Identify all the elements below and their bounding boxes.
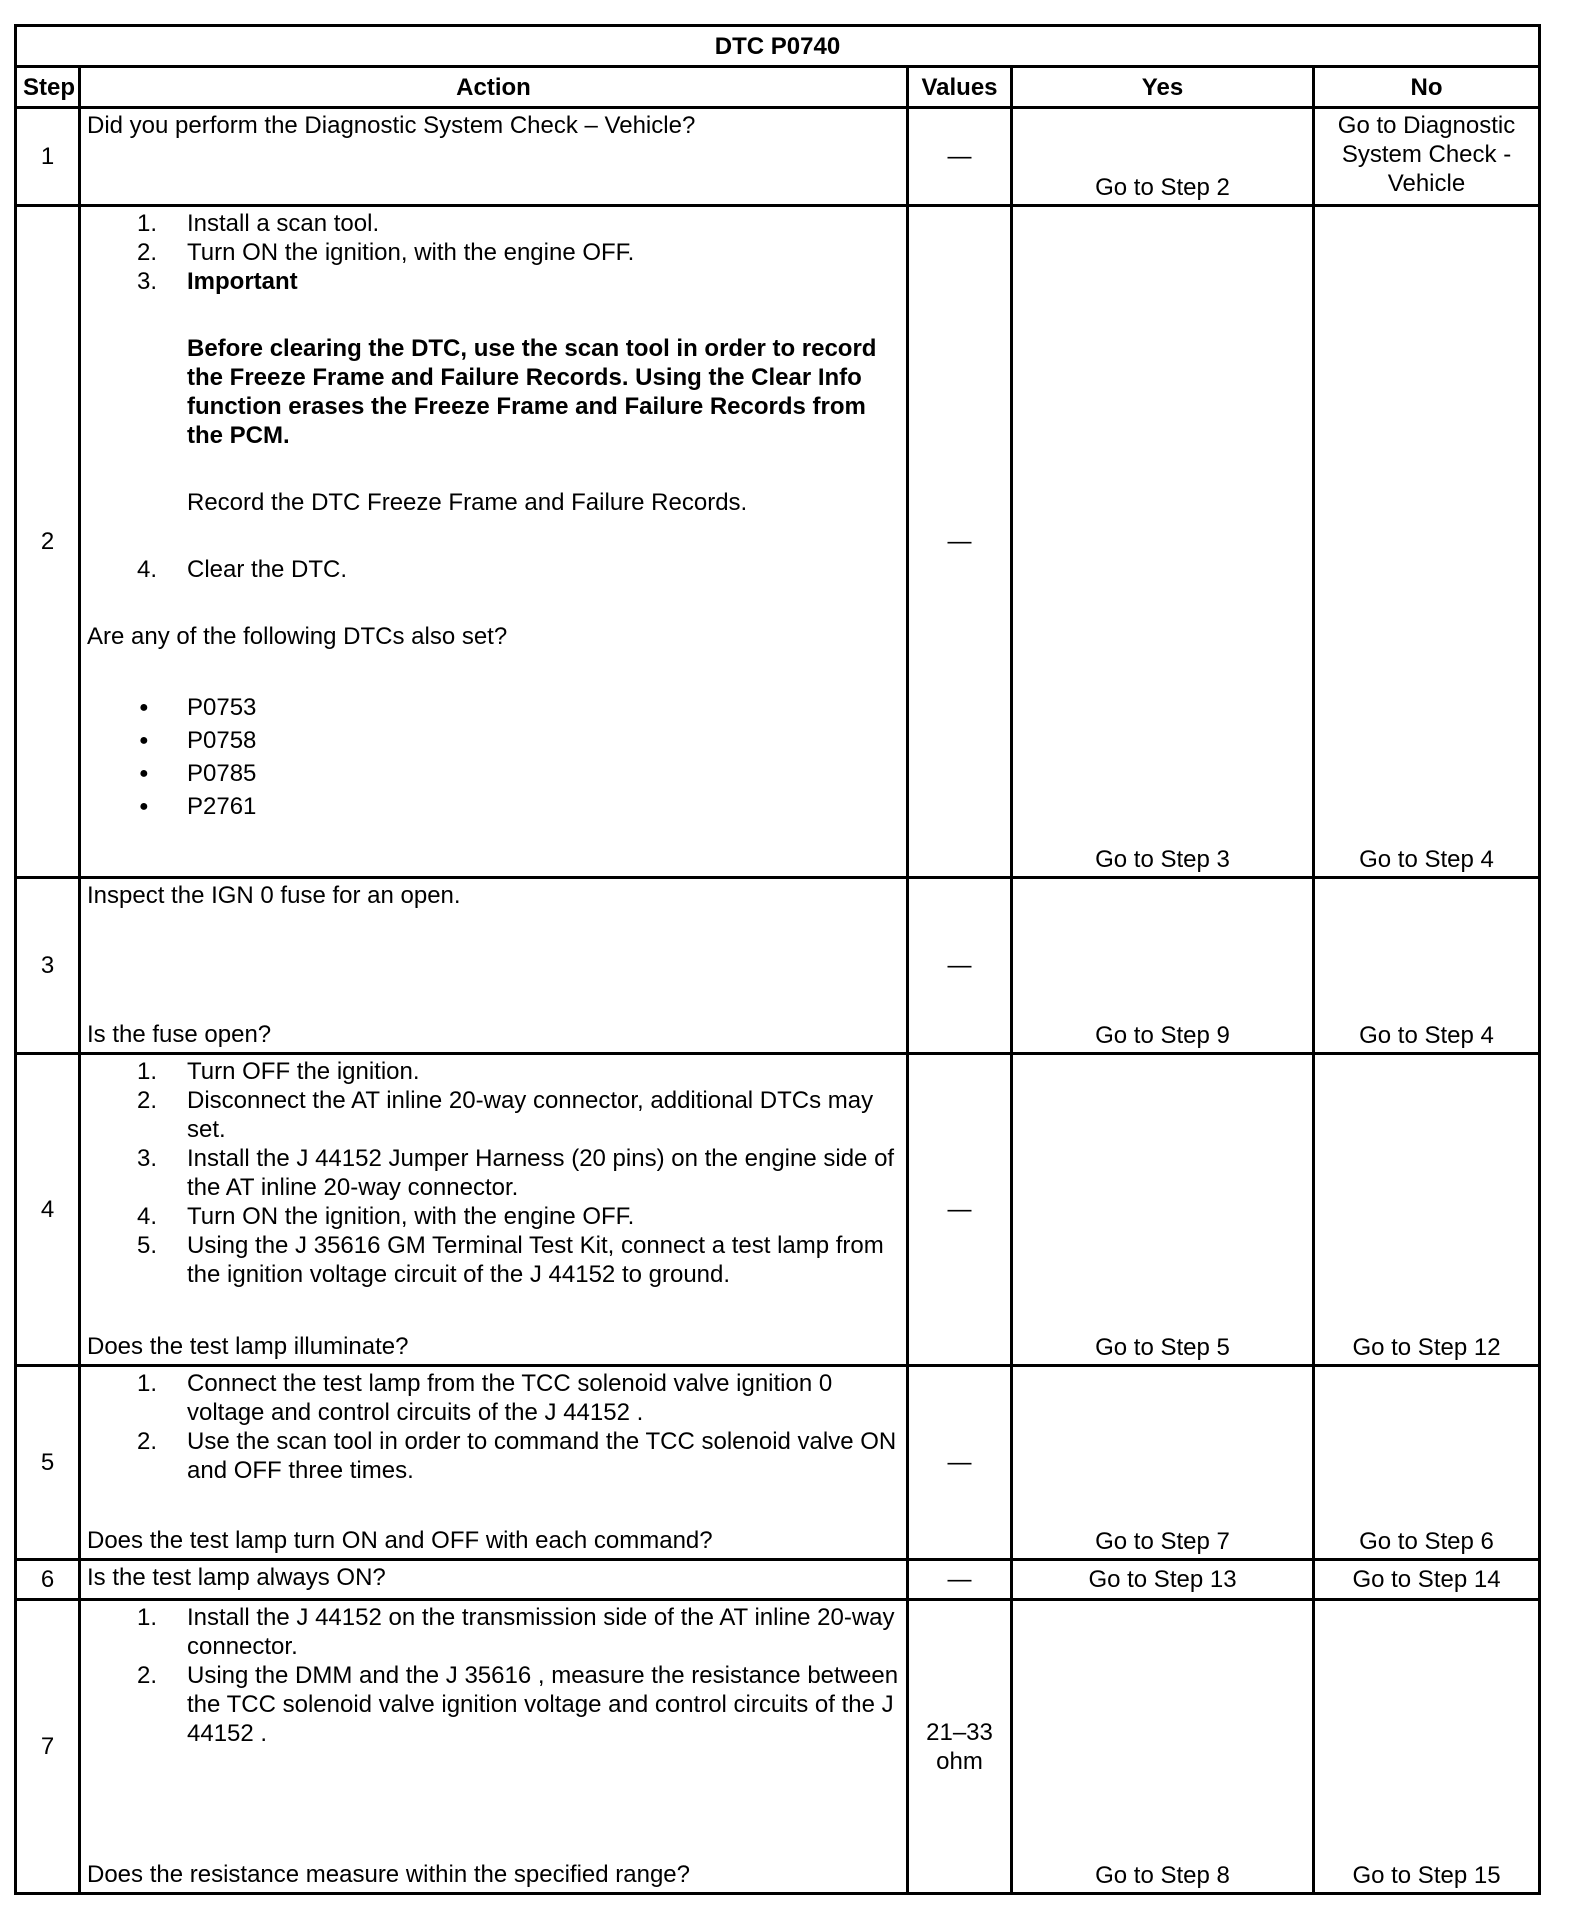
- action-step: [87, 1427, 900, 1485]
- action-step: [87, 1202, 900, 1231]
- important-text: Before clearing the DTC, use the scan tool in order to record the Freeze Frame and Failure Records. Using the Clear Info function erases the Freeze Frame and Failure Records from the PCM.: [187, 335, 877, 449]
- dtc-table: [14, 24, 1541, 1895]
- action-cell: [80, 206, 908, 878]
- action-question: Does the test lamp turn ON and OFF with each command?: [87, 1527, 713, 1554]
- action-step: [87, 1144, 900, 1202]
- table-title: DTC P0740: [16, 26, 1540, 67]
- no-cell: Go to Step 15: [1314, 1600, 1540, 1894]
- no-cell: Go to Step 4: [1314, 878, 1540, 1054]
- action-step: [87, 1086, 900, 1144]
- value-cell: —: [908, 108, 1012, 206]
- action-cell: [80, 1054, 908, 1366]
- table-row: [16, 206, 1540, 878]
- dtc-item: ● P0785: [87, 757, 900, 790]
- step-text: Connect the test lamp from the TCC solenoid valve ignition 0 voltage and control circuits of the J 44152 .: [187, 1370, 833, 1426]
- value-cell: —: [908, 1054, 1012, 1366]
- dtc-item: ● P2761: [87, 790, 900, 823]
- step-num: 1.: [137, 210, 158, 237]
- yes-cell: Go to Step 2: [1012, 108, 1314, 206]
- step-num: 3.: [137, 268, 158, 295]
- step-num: 5.: [137, 1232, 158, 1259]
- action-question: Did you perform the Diagnostic System Check – Vehicle?: [87, 112, 696, 139]
- action-question: Is the fuse open?: [87, 1021, 272, 1048]
- step-num: 1.: [137, 1604, 158, 1631]
- value-cell: 21–33 ohm: [908, 1600, 1012, 1894]
- action-steps: [87, 555, 900, 584]
- table-row: [16, 108, 1540, 206]
- action-steps: [87, 1603, 900, 1748]
- step-text: Using the J 35616 GM Terminal Test Kit, connect a test lamp from the ignition voltage circuit of the J 44152 to ground.: [187, 1232, 884, 1288]
- step-num: 3.: [137, 1145, 158, 1172]
- step-text: Clear the DTC.: [187, 556, 348, 583]
- step-text: Disconnect the AT inline 20-way connector, additional DTCs may set.: [187, 1087, 874, 1143]
- step-num: 4.: [137, 1203, 158, 1230]
- yes-cell: Go to Step 3: [1012, 206, 1314, 878]
- step-text: Using the DMM and the J 35616 , measure the resistance between the TCC solenoid valve ignition voltage and control circuits of the J 44152 .: [187, 1662, 899, 1747]
- table-row: [16, 1054, 1540, 1366]
- step-number: 3: [16, 878, 80, 1054]
- action-question: Does the resistance measure within the specified range?: [87, 1861, 690, 1888]
- step-num: 2.: [137, 239, 158, 266]
- step-text: Install the J 44152 on the transmission side of the AT inline 20-way connector.: [187, 1604, 895, 1660]
- step-number: 1: [16, 108, 80, 206]
- no-cell: Go to Step 12: [1314, 1054, 1540, 1366]
- value-cell: —: [908, 1366, 1012, 1560]
- step-num: 1.: [137, 1058, 158, 1085]
- action-steps: [87, 1369, 900, 1485]
- step-text: Install a scan tool.: [187, 210, 380, 237]
- yes-cell: Go to Step 9: [1012, 878, 1314, 1054]
- step-number: 7: [16, 1600, 80, 1894]
- header-action: Action: [80, 67, 908, 108]
- step-num: 2.: [137, 1428, 158, 1455]
- header-no: No: [1314, 67, 1540, 108]
- header-yes: Yes: [1012, 67, 1314, 108]
- dtc-list: [87, 691, 900, 823]
- yes-cell: Go to Step 7: [1012, 1366, 1314, 1560]
- step-text: Turn ON the ignition, with the engine OFF.: [187, 1203, 635, 1230]
- table-row: [16, 878, 1540, 1054]
- table-row: [16, 1366, 1540, 1560]
- action-step: [87, 1661, 900, 1748]
- dtc-item: ● P0758: [87, 724, 900, 757]
- action-steps: [87, 1057, 900, 1289]
- no-cell: Go to Step 14: [1314, 1560, 1540, 1600]
- yes-cell: Go to Step 13: [1012, 1560, 1314, 1600]
- step-number: 2: [16, 206, 80, 878]
- table-row: [16, 1560, 1540, 1600]
- action-step: [87, 267, 900, 296]
- action-step: [87, 1369, 900, 1427]
- action-cell: [80, 878, 908, 1054]
- action-cell: [80, 1560, 908, 1600]
- no-cell: Go to Step 6: [1314, 1366, 1540, 1560]
- yes-cell: Go to Step 8: [1012, 1600, 1314, 1894]
- action-cell: [80, 1600, 908, 1894]
- step-num: 2.: [137, 1087, 158, 1114]
- yes-cell: Go to Step 5: [1012, 1054, 1314, 1366]
- step-number: 5: [16, 1366, 80, 1560]
- action-step: [87, 1057, 900, 1086]
- action-steps: [87, 209, 900, 296]
- action-step: [87, 555, 900, 584]
- step-number: 4: [16, 1054, 80, 1366]
- action-step: [87, 238, 900, 267]
- no-cell: Go to Diagnostic System Check - Vehicle: [1314, 108, 1540, 206]
- action-cell: [80, 108, 908, 206]
- step-num: 1.: [137, 1370, 158, 1397]
- step-text: Turn OFF the ignition.: [187, 1058, 420, 1085]
- header-values: Values: [908, 67, 1012, 108]
- header-step: Step: [16, 67, 80, 108]
- value-cell: —: [908, 1560, 1012, 1600]
- action-question: Are any of the following DTCs also set?: [87, 623, 508, 650]
- value-cell: —: [908, 206, 1012, 878]
- step-text: Turn ON the ignition, with the engine OFF.: [187, 239, 635, 266]
- action-step: [87, 1603, 900, 1661]
- action-step: [87, 209, 900, 238]
- action-intro: Inspect the IGN 0 fuse for an open.: [87, 882, 461, 909]
- action-cell: [80, 1366, 908, 1560]
- step-text: Use the scan tool in order to command the TCC solenoid valve ON and OFF three times.: [187, 1428, 897, 1484]
- dtc-item: ● P0753: [87, 691, 900, 724]
- important-heading: Important: [187, 268, 298, 295]
- no-cell: Go to Step 4: [1314, 206, 1540, 878]
- step-text: Install the J 44152 Jumper Harness (20 pins) on the engine side of the AT inline 20-way connector.: [187, 1145, 895, 1201]
- step-num: 4.: [137, 556, 158, 583]
- step-num: 2.: [137, 1662, 158, 1689]
- value-cell: —: [908, 878, 1012, 1054]
- action-step: [87, 1231, 900, 1289]
- action-question: Does the test lamp illuminate?: [87, 1333, 409, 1360]
- dtc-document: [14, 24, 1538, 1895]
- action-question: Is the test lamp always ON?: [87, 1564, 386, 1591]
- table-row: [16, 1600, 1540, 1894]
- step-number: 6: [16, 1560, 80, 1600]
- note-text: Record the DTC Freeze Frame and Failure Records.: [187, 489, 748, 516]
